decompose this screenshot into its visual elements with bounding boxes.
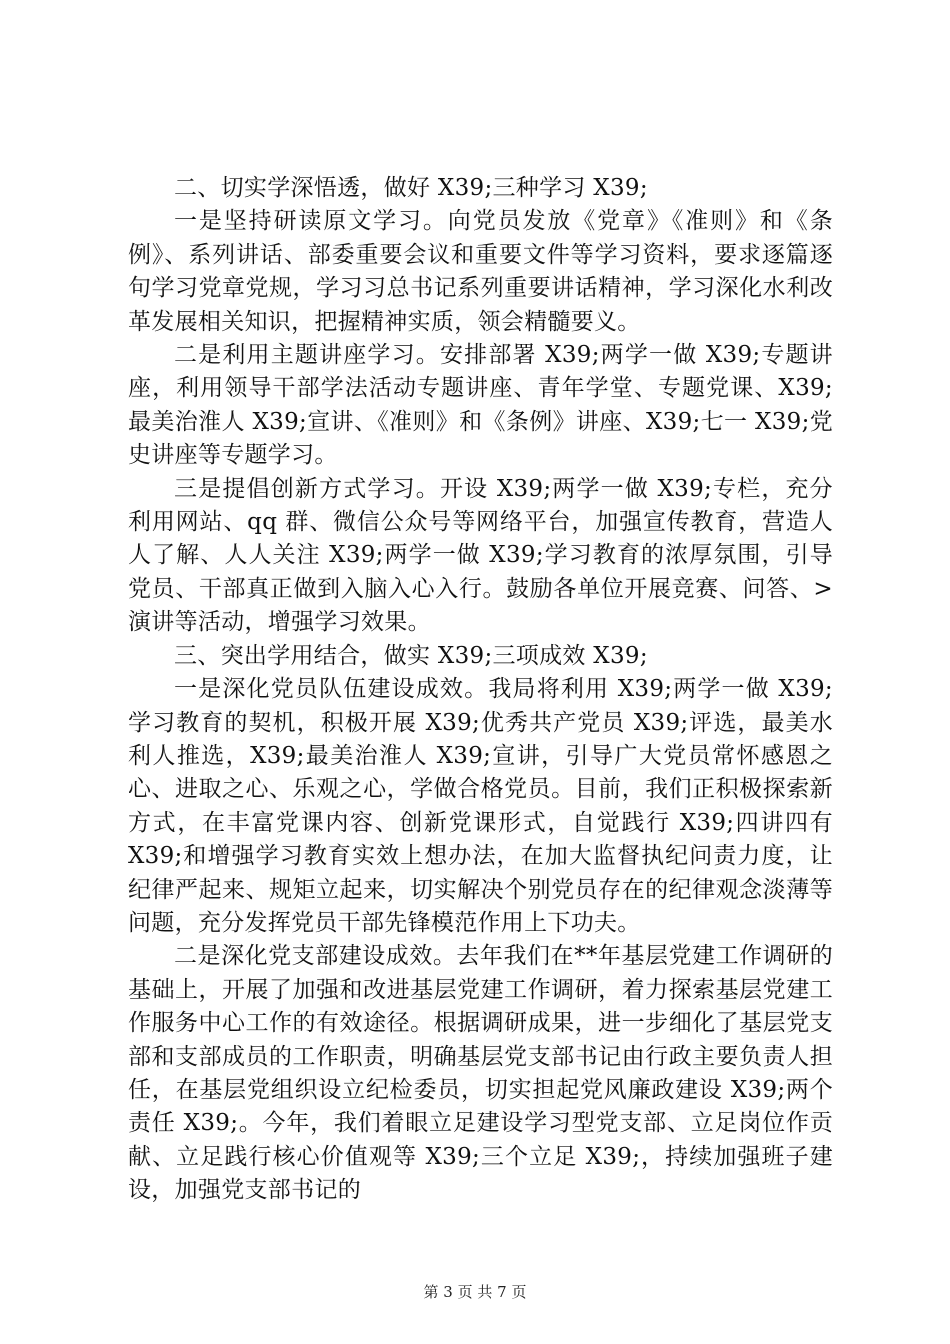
paragraph-theme-lectures: 二是利用主题讲座学习。安排部署 X39;两学一做 X39;专题讲座，利用领导干部学法活动专题讲座、青年学堂、专题党课、X39;最美治淮人 X39;宣讲、《准则》和《条例》讲座、X39;七一 X39;党史讲座等专题学习。 xyxy=(128,342,833,469)
page-number-footer: 第 3 页 共 7 页 xyxy=(423,1283,527,1301)
document-body xyxy=(128,172,833,1208)
paragraph-member-building: 一是深化党员队伍建设成效。我局将利用 X39;两学一做 X39;学习教育的契机，积极开展 X39;优秀共产党员 X39;评选，最美水利人推选，X39;最美治淮人 X39;宣讲，引导广大党员常怀感恩之心、进取之心、乐观之心，学做合格党员。目前，我们正积极探索新方式，在丰富党课内容、创新党课形式，自觉践行 X39;四讲四有 X39;和增强学习教育实效上想办法，在加大监督执纪问责力度，让纪律严起来、规矩立起来，切实解决个别党员存在的纪律观念淡薄等问题，充分发挥党员干部先锋模范作用上下功夫。 xyxy=(128,676,833,936)
paragraph-innovative-study: 三是提倡创新方式学习。开设 X39;两学一做 X39;专栏，充分利用网站、qq 群、微信公众号等网络平台，加强宣传教育，营造人人了解、人人关注 X39;两学一做 X39;学习教育的浓厚氛围，引导党员、干部真正做到入脑入心入行。鼓励各单位开展竞赛、问答、>演讲等活动，增强学习效果。 xyxy=(128,475,833,636)
paragraph-branch-building: 二是深化党支部建设成效。去年我们在**年基层党建工作调研的基础上，开展了加强和改进基层党建工作调研，着力探索基层党建工作服务中心工作的有效途径。根据调研成果，进一步细化了基层党支部和支部成员的工作职责，明确基层党支部书记由行政主要负责人担任，在基层党组织设立纪检委员，切实担起党风廉政建设 X39;两个责任 X39;。今年，我们着眼立足建设学习型党支部、立足岗位作贡献、立足践行核心价值观等 X39;三个立足 X39;，持续加强班子建设，加强党支部书记的 xyxy=(128,943,833,1204)
paragraph-study-original: 一是坚持研读原文学习。向党员发放《党章》《准则》和《条例》、系列讲话、部委重要会议和重要文件等学习资料，要求逐篇逐句学习党章党规，学习习总书记系列重要讲话精神，学习深化水利改革发展相关知识，把握精神实质，领会精髓要义。 xyxy=(128,208,833,335)
section-heading-two: 二、切实学深悟透，做好 X39;三种学习 X39; xyxy=(174,175,648,201)
section-heading-three: 三、突出学用结合，做实 X39;三项成效 X39; xyxy=(174,642,648,669)
